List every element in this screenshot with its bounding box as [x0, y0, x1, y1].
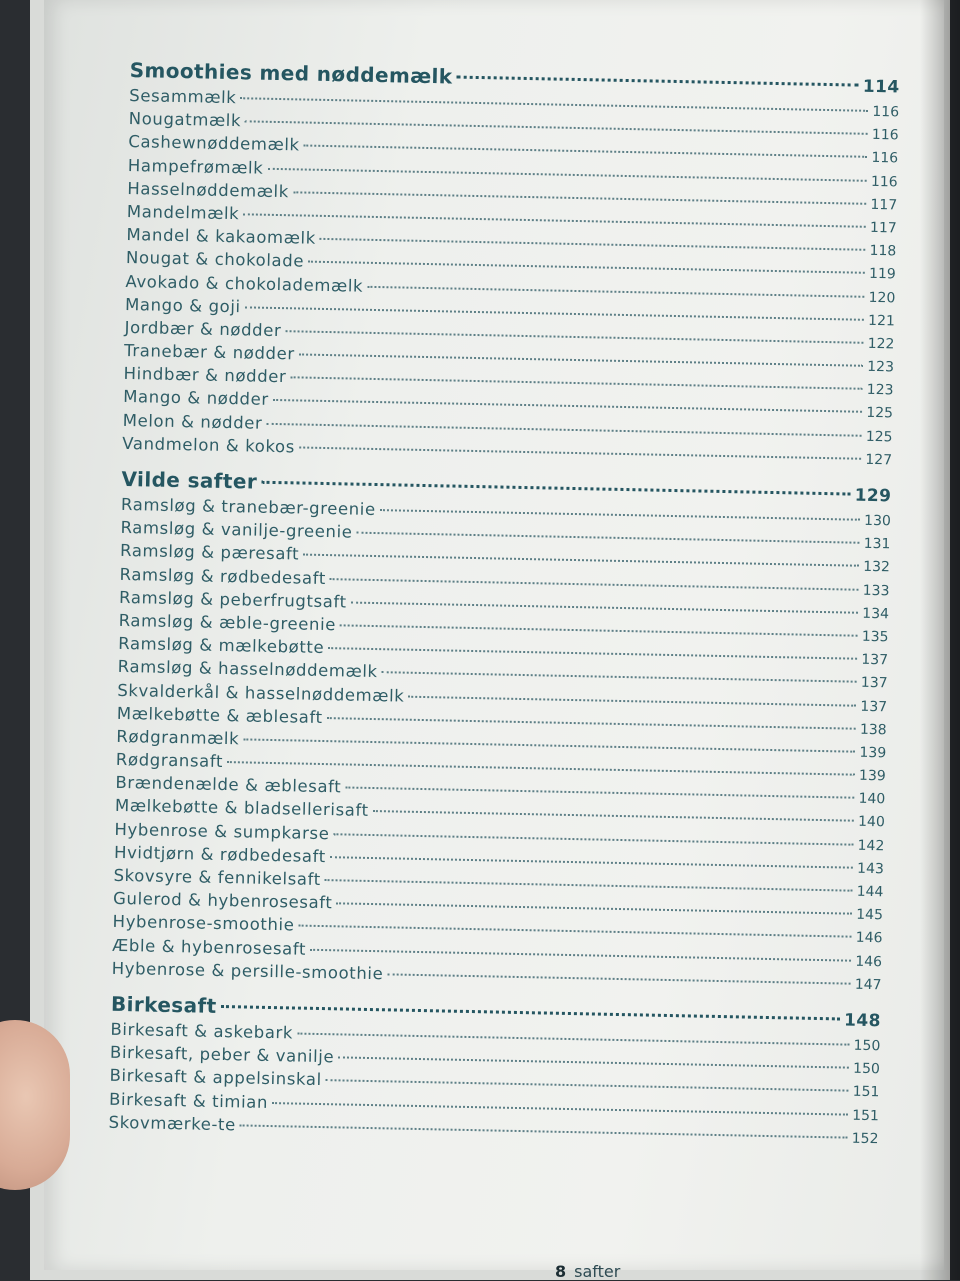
section-page-number: 129: [854, 485, 892, 507]
entry-page-number: 119: [868, 266, 896, 283]
entry-title: Rødgransaft: [115, 749, 224, 772]
entry-page-number: 144: [856, 883, 884, 901]
dot-leader: [387, 973, 851, 984]
entry-title: Tranebær & nødder: [123, 341, 295, 364]
entry-page-number: 145: [856, 906, 884, 924]
entry-page-number: 116: [872, 103, 900, 121]
dot-leader: [299, 446, 862, 459]
dot-leader: [273, 399, 863, 413]
entry-title: Nougat & chokolade: [125, 248, 305, 271]
dot-leader: [267, 167, 867, 181]
dot-leader: [243, 213, 866, 227]
entry-page-number: 147: [854, 976, 882, 994]
entry-title: Hybenrose-smoothie: [112, 912, 295, 935]
dot-leader: [310, 948, 851, 961]
dot-leader: [345, 787, 854, 799]
entry-page-number: 146: [855, 930, 883, 947]
dot-leader: [240, 1124, 848, 1138]
toc-section: [122, 58, 900, 472]
dot-leader: [303, 554, 859, 567]
entry-page-number: 138: [859, 721, 887, 739]
page-shadow: [920, 0, 960, 1280]
entry-title: Skvalderkål & hasselnøddemælk: [117, 680, 405, 706]
entry-title: Ramsløg & mælkebøtte: [118, 634, 325, 658]
entry-title: Skovmærke-te: [108, 1112, 237, 1135]
entry-title: Mandelmælk: [126, 201, 240, 224]
entry-title: Ramsløg & hasselnøddemælk: [117, 657, 378, 682]
dot-leader: [336, 903, 852, 915]
entry-title: Gulerod & hybenrosesaft: [112, 889, 333, 913]
dot-leader: [240, 97, 868, 112]
entry-page-number: 151: [852, 1107, 880, 1124]
entry-page-number: 151: [852, 1084, 880, 1101]
entry-title: Hvidtjørn & rødbedesaft: [113, 842, 327, 866]
dot-leader: [227, 761, 855, 776]
toc-section: [108, 992, 881, 1151]
entry-page-number: 152: [851, 1130, 879, 1147]
dot-leader: [373, 810, 854, 822]
entry-title: Ramsløg & vanilje-greenie: [120, 518, 353, 542]
entry-title: Vandmelon & kokos: [122, 433, 296, 457]
table-of-contents: [108, 58, 900, 1161]
entry-page-number: 150: [852, 1060, 881, 1078]
dot-leader: [299, 354, 864, 367]
entry-title: Birkesaft, peber & vanilje: [109, 1042, 335, 1067]
dot-leader: [340, 624, 858, 636]
entry-title: Ramsløg & rødbedesaft: [119, 564, 327, 588]
dot-leader: [325, 879, 853, 892]
entry-page-number: 118: [869, 243, 897, 260]
dot-leader: [380, 509, 860, 521]
section-page-number: 114: [862, 76, 900, 98]
entry-title: Birkesaft & askebark: [110, 1019, 294, 1043]
entry-title: Skovsyre & fennikelsaft: [113, 865, 321, 889]
toc-section: [111, 467, 891, 997]
entry-title: Birkesaft & appelsinskal: [109, 1066, 322, 1090]
entry-title: Hasselnøddemælk: [127, 178, 290, 201]
dot-leader: [327, 717, 856, 730]
entry-page-number: 125: [865, 428, 893, 446]
entry-page-number: 121: [867, 312, 896, 330]
dot-leader: [338, 1057, 849, 1069]
entry-title: Hybenrose & persille-smoothie: [111, 958, 384, 984]
entry-title: Ramsløg & tranebær-greenie: [120, 494, 376, 520]
entry-page-number: 123: [866, 382, 894, 399]
entry-page-number: 116: [870, 173, 898, 190]
entry-page-number: 132: [863, 559, 891, 576]
entry-page-number: 122: [867, 335, 895, 353]
dot-leader: [330, 856, 853, 869]
running-footer-label: safter: [574, 1262, 621, 1281]
entry-title: Mango & nødder: [123, 387, 269, 410]
entry-page-number: 130: [863, 512, 892, 530]
entry-title: Nougatmælk: [128, 109, 242, 131]
dot-leader: [308, 261, 865, 274]
entry-page-number: 116: [871, 127, 899, 144]
entry-title: Hybenrose & sumpkarse: [114, 819, 330, 843]
entry-page-number: 131: [863, 536, 891, 553]
entry-title: Birkesaft & timian: [108, 1089, 269, 1112]
dot-leader: [221, 1005, 841, 1020]
section-title: Birkesaft: [110, 991, 217, 1018]
entry-page-number: 139: [858, 767, 886, 785]
dot-leader: [272, 1102, 848, 1116]
dot-leader: [367, 285, 865, 297]
page-footer: [555, 1262, 620, 1281]
dot-leader: [382, 671, 857, 683]
dot-leader: [351, 601, 859, 613]
entry-title: Mandel & kakaomælk: [126, 225, 317, 248]
entry-page-number: 117: [870, 196, 898, 214]
entry-page-number: 133: [862, 582, 890, 599]
section-page-number: 148: [843, 1010, 882, 1032]
entry-page-number: 139: [859, 744, 887, 762]
dot-leader: [408, 695, 856, 706]
entry-page-number: 120: [868, 289, 896, 306]
entry-page-number: 140: [858, 791, 886, 808]
entry-title: Ramsløg & æble-greenie: [118, 610, 337, 635]
section-title: Vilde safter: [121, 466, 258, 494]
dot-leader: [245, 121, 868, 136]
entry-title: Mango & goji: [124, 294, 241, 316]
entry-title: Mælkebøtte & bladsellerisaft: [114, 796, 369, 821]
entry-title: Hampefrømælk: [127, 155, 264, 178]
entry-title: Æble & hybenrosesaft: [112, 935, 307, 959]
dot-leader: [326, 1079, 849, 1091]
entry-title: Avokado & chokolademælk: [125, 271, 364, 296]
entry-page-number: 150: [853, 1037, 881, 1055]
entry-title: Melon & nødder: [122, 410, 263, 433]
dot-leader: [320, 238, 866, 251]
entry-page-number: 137: [860, 675, 888, 692]
dot-leader: [285, 330, 863, 344]
dot-leader: [356, 532, 859, 544]
entry-title: Brændenælde & æblesaft: [115, 773, 342, 797]
entry-page-number: 142: [857, 837, 885, 854]
entry-page-number: 140: [857, 814, 885, 831]
dot-leader: [266, 422, 861, 436]
entry-page-number: 143: [856, 860, 885, 878]
dot-leader: [261, 481, 851, 496]
entry-title: Mælkebøtte & æblesaft: [116, 703, 323, 727]
entry-page-number: 134: [862, 605, 890, 623]
dot-leader: [456, 76, 858, 87]
dot-leader: [298, 925, 851, 938]
entry-title: Hindbær & nødder: [123, 364, 287, 387]
dot-leader: [293, 191, 867, 205]
entry-page-number: 137: [861, 651, 889, 669]
entry-page-number: 117: [869, 219, 897, 237]
fingertip: [0, 1020, 70, 1190]
dot-leader: [290, 377, 862, 390]
entry-title: Cashewnøddemælk: [128, 132, 300, 155]
dot-leader: [245, 306, 865, 320]
entry-title: Sesammælk: [129, 85, 237, 108]
entry-title: Ramsløg & pæresaft: [119, 541, 300, 564]
dot-leader: [333, 833, 853, 845]
page-number: 8: [555, 1262, 567, 1281]
entry-title: Jordbær & nødder: [124, 317, 282, 340]
dot-leader: [328, 647, 857, 660]
entry-page-number: 116: [871, 150, 899, 167]
entry-page-number: 146: [855, 953, 883, 970]
dot-leader: [330, 578, 859, 591]
entry-title: Ramsløg & peberfrugtsaft: [118, 587, 347, 612]
section-title: Smoothies med nøddemælk: [129, 58, 453, 89]
entry-page-number: 123: [867, 358, 895, 376]
entry-page-number: 125: [866, 405, 894, 422]
dot-leader: [304, 145, 868, 158]
entry-page-number: 135: [861, 628, 889, 646]
entry-title: Rødgranmælk: [116, 726, 240, 749]
entry-page-number: 137: [860, 698, 888, 715]
dot-leader: [297, 1032, 850, 1045]
entry-page-number: 127: [865, 451, 893, 469]
dot-leader: [243, 738, 855, 752]
